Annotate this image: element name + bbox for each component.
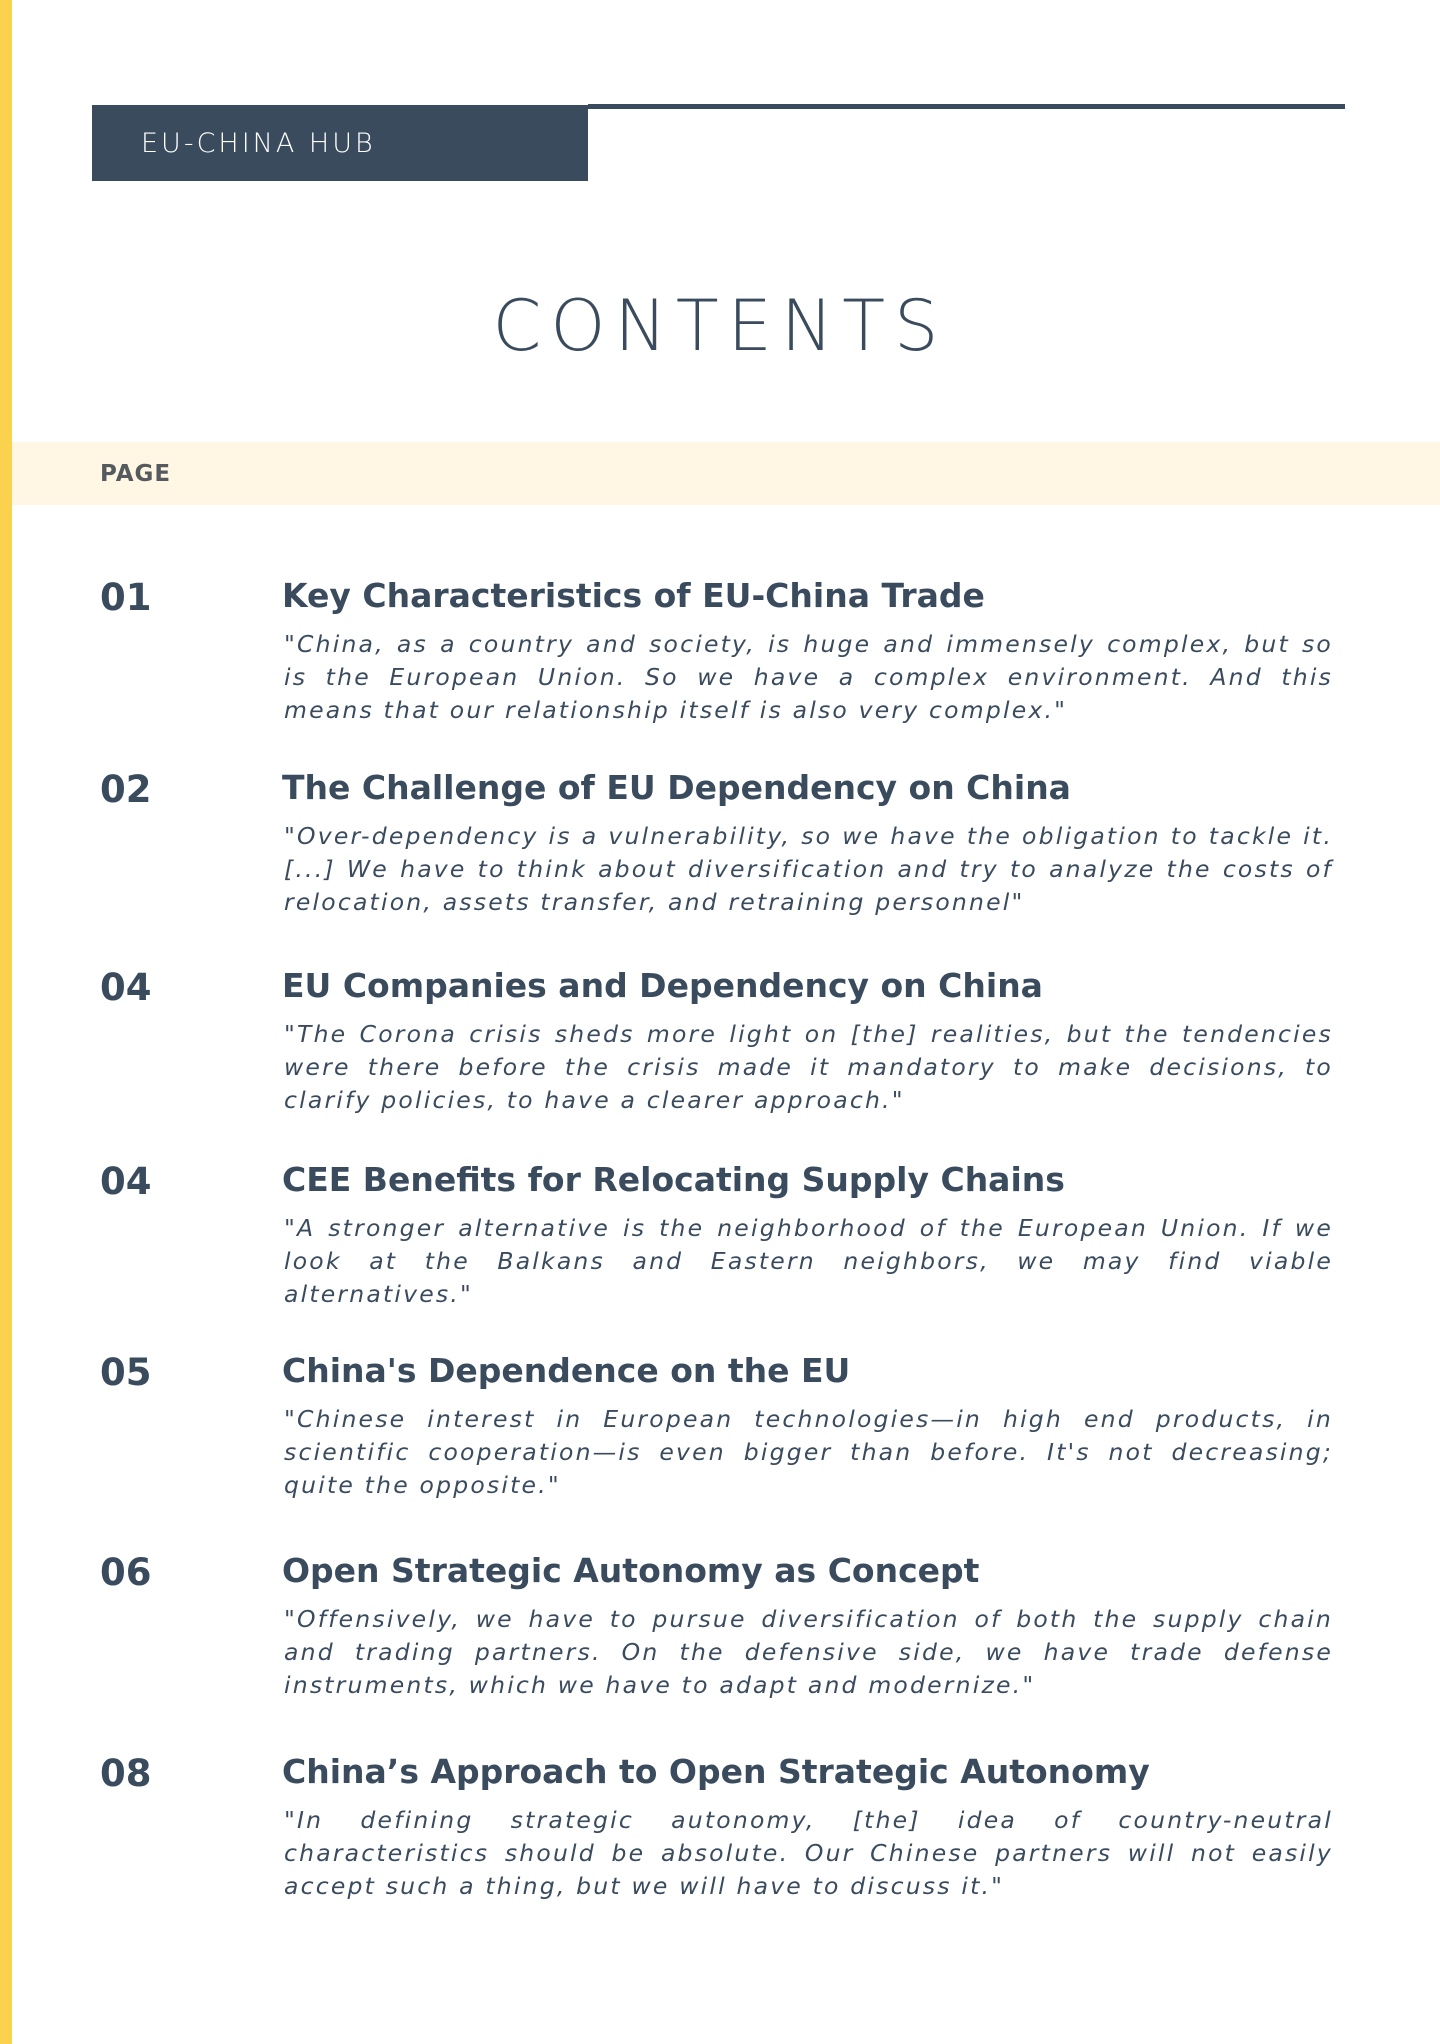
toc-quote: "Over-dependency is a vulnerability, so we have the obligation to tackle it. [...] We have to think about diversification and try to analyze the costs of relocation, assets transfer, and retraining personnel" [284, 822, 1333, 916]
toc-heading[interactable]: China’s Approach to Open Strategic Autonomy [282, 1752, 1150, 1791]
toc-page-number: 06 [100, 1551, 152, 1594]
toc-quote: "In defining strategic autonomy, [the] idea of country-neutral characteristics should be absolute. Our Chinese partners will not easily accept such a thing, but we will have to discuss it." [284, 1806, 1333, 1900]
toc-heading[interactable]: EU Companies and Dependency on China [282, 966, 1043, 1005]
toc-quote: "China, as a country and society, is huge and immensely complex, but so is the European Union. So we have a complex environment. And this means that our relationship itself is also very complex." [284, 630, 1333, 724]
toc-page-number: 08 [100, 1752, 152, 1795]
brand-header [92, 105, 588, 181]
header-rule [588, 104, 1345, 109]
toc-quote: "Chinese interest in European technologies—in high end products, in scientific cooperation—is even bigger than before. It's not decreasing; quite the opposite." [284, 1405, 1333, 1499]
page-column-band [12, 442, 1440, 505]
toc-page-number: 01 [100, 576, 152, 619]
toc-heading[interactable]: The Challenge of EU Dependency on China [282, 768, 1071, 807]
brand-label: EU-CHINA HUB [141, 127, 376, 159]
toc-heading[interactable]: China's Dependence on the EU [282, 1351, 851, 1390]
toc-quote: "The Corona crisis sheds more light on [the] realities, but the tendencies were there before the crisis made it mandatory to make decisions, to clarify policies, to have a clearer approach." [284, 1020, 1333, 1114]
toc-heading[interactable]: Open Strategic Autonomy as Concept [282, 1551, 980, 1590]
toc-page-number: 02 [100, 768, 152, 811]
page-column-label: PAGE [100, 460, 172, 487]
toc-quote: "Offensively, we have to pursue diversification of both the supply chain and trading partners. On the defensive side, we have trade defense instruments, which we have to adapt and modernize." [284, 1605, 1333, 1699]
toc-heading[interactable]: Key Characteristics of EU-China Trade [282, 576, 985, 615]
toc-page-number: 04 [100, 966, 152, 1009]
toc-quote: "A stronger alternative is the neighborhood of the European Union. If we look at the Balkans and Eastern neighbors, we may find viable alternatives." [284, 1214, 1333, 1308]
toc-heading[interactable]: CEE Benefits for Relocating Supply Chains [282, 1160, 1065, 1199]
toc-page-number: 04 [100, 1160, 152, 1203]
toc-page-number: 05 [100, 1351, 152, 1394]
page-title: CONTENTS [492, 285, 948, 367]
